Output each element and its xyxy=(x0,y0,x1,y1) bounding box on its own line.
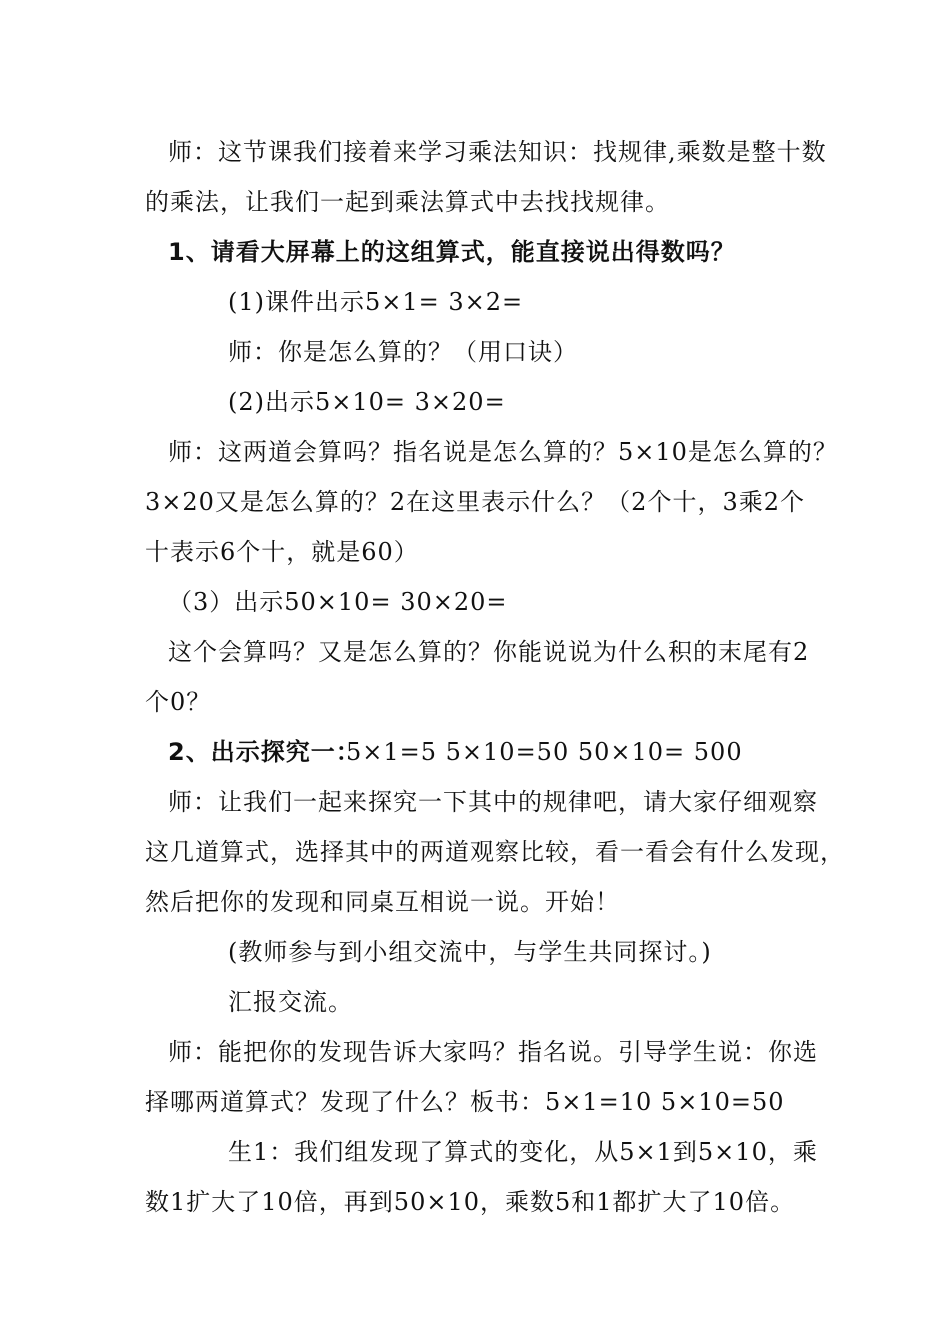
paragraph-line: 这几道算式，选择其中的两道观察比较，看一看会有什么发现， xyxy=(145,838,845,866)
paragraph-line: （3）出示50×10= 30×20= xyxy=(168,588,508,616)
paragraph-line: 这个会算吗？又是怎么算的？你能说说为什么积的末尾有2 xyxy=(168,638,810,666)
paragraph-line: 然后把你的发现和同桌互相说一说。开始！ xyxy=(145,888,620,916)
paragraph-line: 5×1=5 5×10=50 50×10= 500 xyxy=(346,738,743,766)
section-heading-1: 1、请看大屏幕上的这组算式，能直接说出得数吗？ xyxy=(168,238,736,266)
paragraph-line: 十表示6个十，就是60） xyxy=(145,538,419,566)
paragraph-line: 的乘法，让我们一起到乘法算式中去找找规律。 xyxy=(145,188,670,216)
paragraph-line: 生1：我们组发现了算式的变化，从5×1到5×10，乘 xyxy=(228,1138,818,1166)
paragraph-line: (2)出示5×10= 3×20= xyxy=(228,388,506,416)
paragraph-line: 3×20又是怎么算的？2在这里表示什么？（2个十，3乘2个 xyxy=(145,488,805,516)
paragraph-line: 师：让我们一起来探究一下其中的规律吧，请大家仔细观察 xyxy=(168,788,818,816)
paragraph-line: 个0？ xyxy=(145,688,212,716)
paragraph-line: (教师参与到小组交流中，与学生共同探讨。) xyxy=(228,938,712,966)
paragraph-line: 师：这节课我们接着来学习乘法知识：找规律,乘数是整十数 xyxy=(168,138,827,166)
paragraph-line: 师：这两道会算吗？指名说是怎么算的？5×10是怎么算的？ xyxy=(168,438,838,466)
paragraph-line: 数1扩大了10倍，再到50×10，乘数5和1都扩大了10倍。 xyxy=(145,1188,796,1216)
paragraph-line: (1)课件出示5×1= 3×2= xyxy=(228,288,524,316)
paragraph-line: 师：你是怎么算的？（用口诀） xyxy=(228,338,578,366)
paragraph-line: 择哪两道算式？发现了什么？板书：5×1=10 5×10=50 xyxy=(145,1088,785,1116)
section-heading-2: 2、出示探究一： xyxy=(168,738,361,766)
paragraph-line: 师：能把你的发现告诉大家吗？指名说。引导学生说：你选 xyxy=(168,1038,818,1066)
paragraph-line: 汇报交流。 xyxy=(228,988,353,1016)
